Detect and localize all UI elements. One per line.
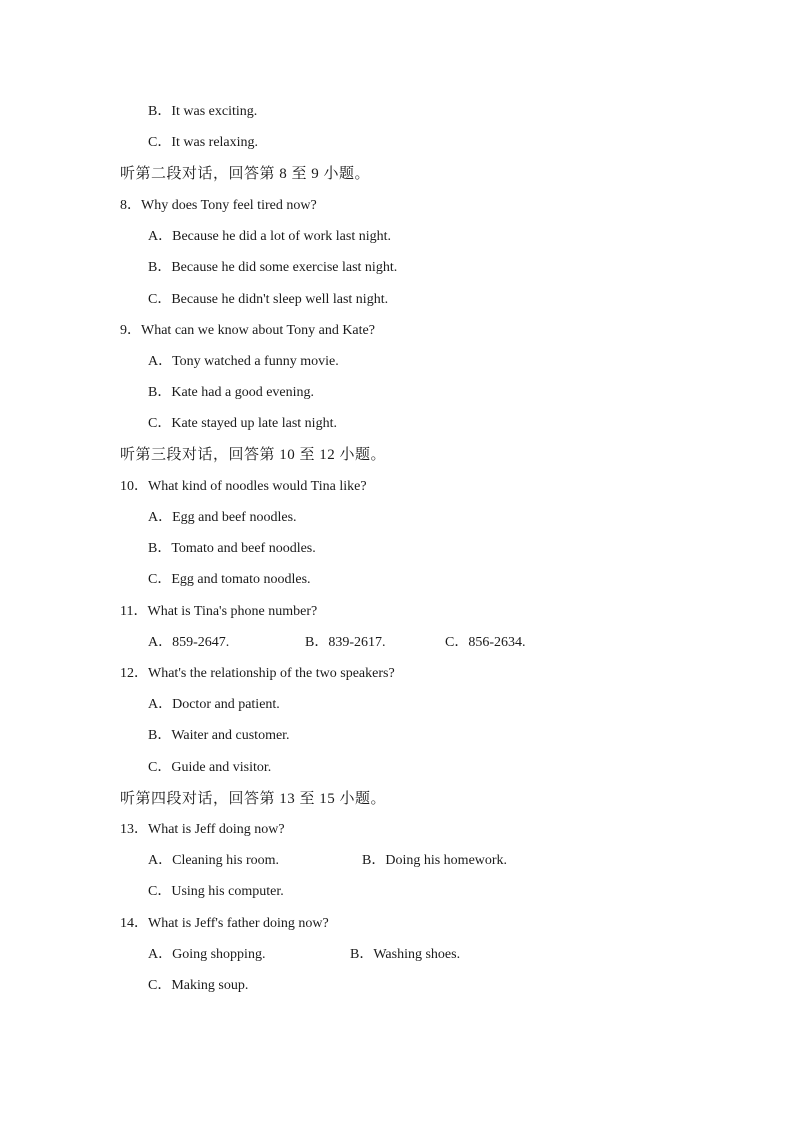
option-13b: B．Doing his homework. — [362, 853, 508, 868]
question-14: 14．What is Jeff's father doing now? — [120, 916, 329, 931]
option-13c: C．Using his computer. — [148, 884, 284, 899]
option-13a: A．Cleaning his room. — [148, 853, 280, 868]
section-4-instruction: 听第四段对话，回答第 13 至 15 小题。 — [120, 791, 387, 807]
option-8b: B．Because he did some exercise last night. — [148, 260, 398, 275]
option-12c: C．Guide and visitor. — [148, 760, 272, 775]
option-10a: A．Egg and beef noodles. — [148, 510, 297, 525]
question-11: 11．What is Tina's phone number? — [120, 604, 318, 619]
section-3-instruction: 听第三段对话，回答第 10 至 12 小题。 — [120, 447, 387, 463]
question-8: 8．Why does Tony feel tired now? — [120, 198, 317, 213]
option-7b: B．It was exciting. — [148, 104, 258, 119]
option-14a: A．Going shopping. — [148, 947, 266, 962]
option-14b: B．Washing shoes. — [350, 947, 461, 962]
option-11a: A．859-2647. — [148, 635, 230, 650]
question-12: 12．What's the relationship of the two speakers? — [120, 666, 395, 681]
option-10c: C．Egg and tomato noodles. — [148, 572, 311, 587]
option-10b: B．Tomato and beef noodles. — [148, 541, 316, 556]
question-10: 10．What kind of noodles would Tina like? — [120, 479, 367, 494]
option-9b: B．Kate had a good evening. — [148, 385, 315, 400]
option-11c: C．856-2634. — [445, 635, 526, 650]
option-14c: C．Making soup. — [148, 978, 249, 993]
option-7c: C．It was relaxing. — [148, 135, 259, 150]
option-11b: B．839-2617. — [305, 635, 386, 650]
option-8c: C．Because he didn't sleep well last night. — [148, 292, 389, 307]
option-12b: B．Waiter and customer. — [148, 728, 290, 743]
option-9a: A．Tony watched a funny movie. — [148, 354, 339, 369]
option-9c: C．Kate stayed up late last night. — [148, 416, 337, 431]
option-8a: A．Because he did a lot of work last night. — [148, 229, 392, 244]
section-2-instruction: 听第二段对话，回答第 8 至 9 小题。 — [120, 166, 371, 182]
option-12a: A．Doctor and patient. — [148, 697, 280, 712]
question-13: 13．What is Jeff doing now? — [120, 822, 285, 837]
question-9: 9．What can we know about Tony and Kate? — [120, 323, 375, 338]
